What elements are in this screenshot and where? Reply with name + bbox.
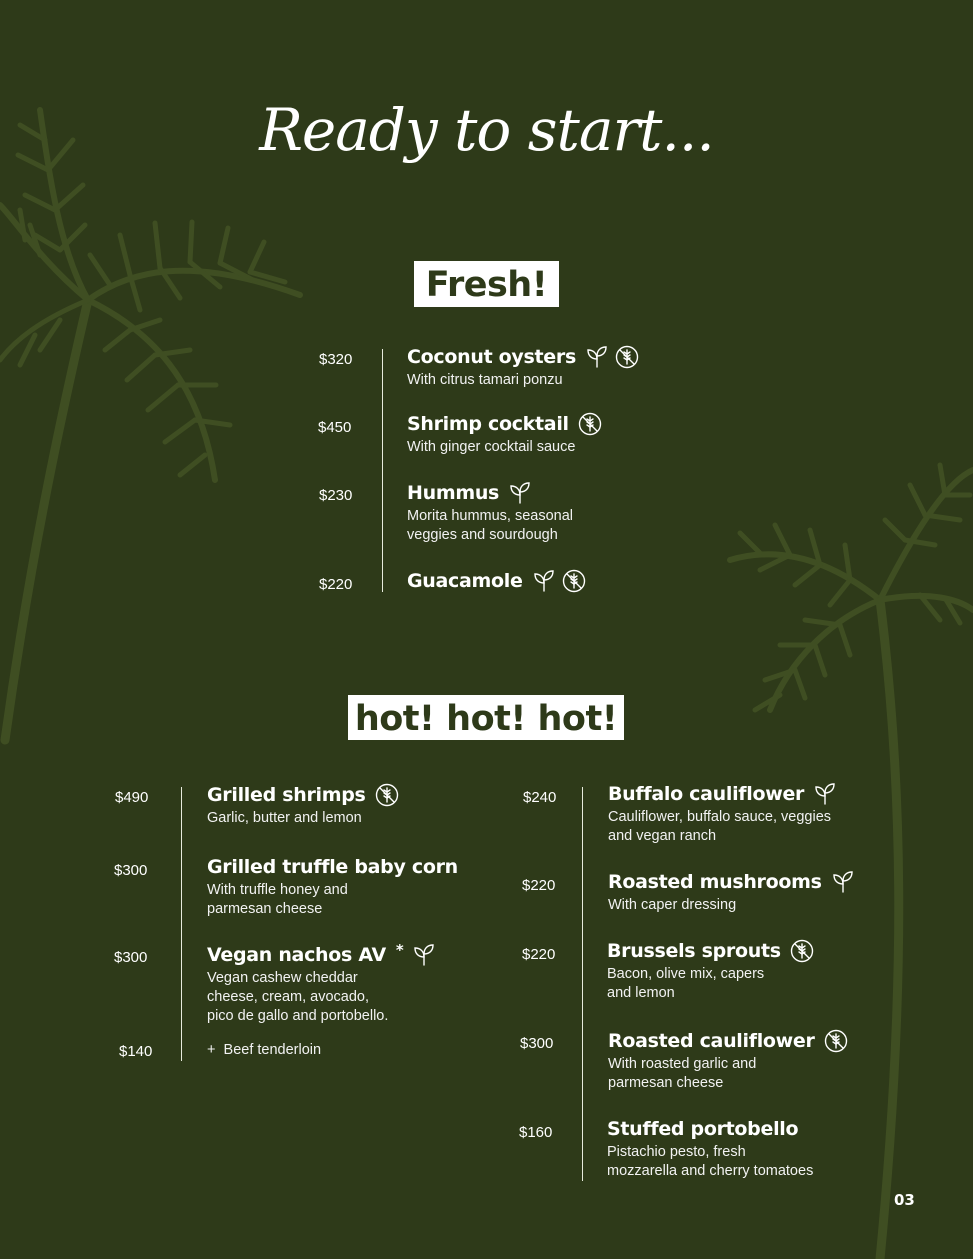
menu-item-buffalo-cauliflower xyxy=(608,782,837,846)
menu-item-grilled-truffle-baby-corn xyxy=(207,855,458,919)
menu-item-shrimp-cocktail xyxy=(407,412,602,457)
item-description: With ginger cocktail sauce xyxy=(407,439,576,455)
menu-item-grilled-shrimps xyxy=(207,783,399,828)
gluten-free-icon xyxy=(562,569,586,593)
item-description: With roasted garlic and parmesan cheese xyxy=(608,1056,757,1091)
hot-right-divider xyxy=(582,787,583,1181)
item-description: Morita hummus, seasonal veggies and sourdough xyxy=(407,508,574,543)
menu-item-roasted-mushrooms xyxy=(608,870,855,915)
item-name: Grilled truffle baby corn xyxy=(207,856,458,878)
price-roasted-mushrooms: $220 xyxy=(522,877,556,894)
menu-item-coconut-oysters xyxy=(407,345,639,390)
item-description: Cauliflower, buffalo sauce, veggies and vegan ranch xyxy=(608,809,832,844)
price-roasted-cauliflower: $300 xyxy=(520,1035,554,1052)
menu-item-roasted-cauliflower xyxy=(608,1029,848,1093)
item-name: Buffalo cauliflower xyxy=(608,783,805,805)
menu-item-guacamole xyxy=(407,569,586,593)
gluten-free-icon xyxy=(578,412,602,436)
gluten-free-icon xyxy=(615,345,639,369)
menu-item-hummus xyxy=(407,481,573,545)
price-brussels-sprouts: $220 xyxy=(522,946,556,963)
item-name: Guacamole xyxy=(407,570,523,592)
item-name: Coconut oysters xyxy=(407,346,576,368)
price-grilled-truffle-baby-corn: $300 xyxy=(114,862,148,879)
gluten-free-icon xyxy=(790,939,814,963)
item-description: Vegan cashew cheddar cheese, cream, avocado, pico de gallo and portobello. xyxy=(207,970,389,1024)
leaf-icon xyxy=(813,782,837,806)
leaf-icon xyxy=(585,345,609,369)
hot-left-divider xyxy=(181,787,182,1061)
leaf-icon xyxy=(532,569,556,593)
item-name: Shrimp cocktail xyxy=(407,413,569,435)
item-name: Grilled shrimps xyxy=(207,784,366,806)
asterisk-mark: * xyxy=(395,941,404,959)
item-description: With truffle honey and parmesan cheese xyxy=(207,882,348,917)
section-heading-fresh: Fresh! xyxy=(414,261,559,307)
menu-item-stuffed-portobello xyxy=(607,1117,813,1181)
price-guacamole: $220 xyxy=(319,576,353,593)
price-vegan-nachos: $300 xyxy=(114,949,148,966)
leaf-icon xyxy=(508,481,532,505)
price-buffalo-cauliflower: $240 xyxy=(523,789,557,806)
item-description: Garlic, butter and lemon xyxy=(207,810,362,826)
leaf-icon xyxy=(831,870,855,894)
price-stuffed-portobello: $160 xyxy=(519,1124,553,1141)
item-description: Bacon, olive mix, capers and lemon xyxy=(607,966,765,1001)
item-name: Brussels sprouts xyxy=(607,940,781,962)
price-coconut-oysters: $320 xyxy=(319,351,353,368)
item-name: Hummus xyxy=(407,482,500,504)
item-name: Roasted mushrooms xyxy=(608,871,822,893)
price-grilled-shrimps: $490 xyxy=(115,789,149,806)
page-number: 03 xyxy=(894,1191,915,1209)
menu-item-brussels-sprouts xyxy=(607,939,814,1003)
item-name: Vegan nachos AV xyxy=(207,944,386,966)
price-beef-tenderloin: $140 xyxy=(119,1043,153,1060)
item-description: With citrus tamari ponzu xyxy=(407,372,563,388)
menu-item-vegan-nachos xyxy=(207,943,436,1026)
section-heading-hot: hot! hot! hot! xyxy=(348,695,624,740)
price-shrimp-cocktail: $450 xyxy=(318,419,352,436)
item-name: Roasted cauliflower xyxy=(608,1030,815,1052)
gluten-free-icon xyxy=(824,1029,848,1053)
item-description: Pistachio pesto, fresh mozzarella and cherry tomatoes xyxy=(607,1144,814,1179)
fresh-divider xyxy=(382,349,383,592)
leaf-icon xyxy=(412,943,436,967)
item-description: With caper dressing xyxy=(608,897,737,913)
page-title: Ready to start... xyxy=(259,96,714,164)
item-name: Stuffed portobello xyxy=(607,1118,799,1140)
addon-beef-tenderloin: + Beef tenderloin xyxy=(207,1042,322,1058)
price-hummus: $230 xyxy=(319,487,353,504)
gluten-free-icon xyxy=(375,783,399,807)
